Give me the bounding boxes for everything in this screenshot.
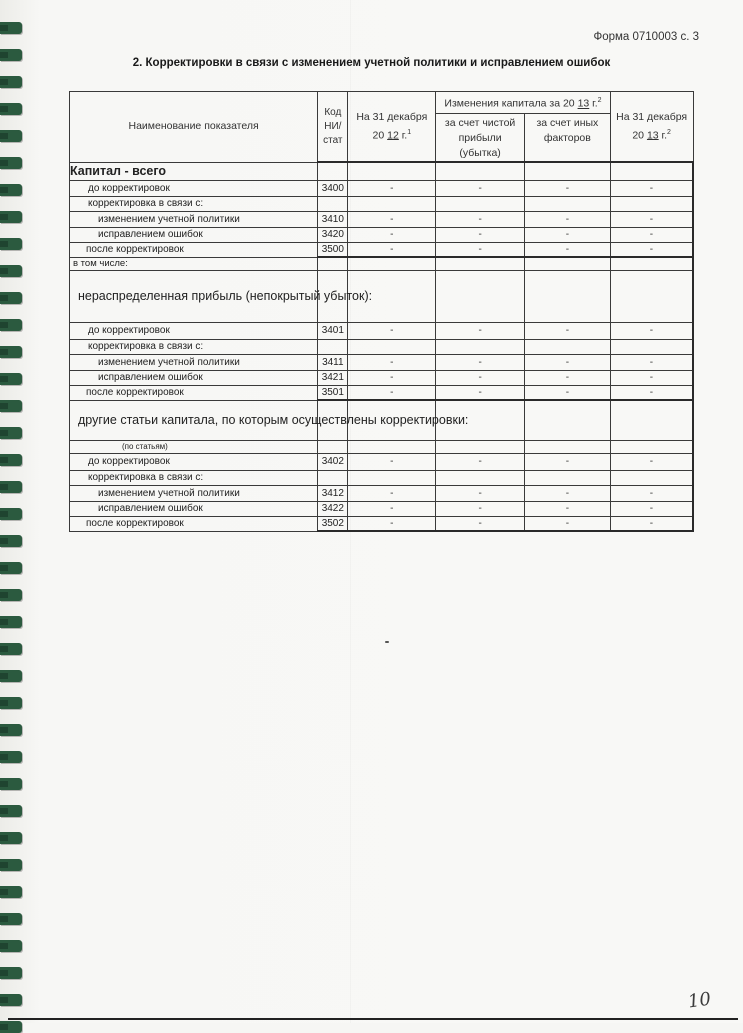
row-value: - — [436, 211, 525, 227]
binding-ring — [0, 130, 22, 142]
row-value — [610, 196, 693, 211]
row-label: Капитал - всего — [70, 162, 318, 180]
row-value — [525, 257, 611, 270]
row-value: - — [348, 322, 436, 339]
row-value: - — [525, 385, 611, 400]
table-row — [70, 485, 694, 501]
row-label: корректировка в связи с: — [70, 470, 318, 485]
row-value: - — [348, 385, 436, 400]
row-code: 3501 — [318, 385, 348, 400]
header-changes: Изменения капитала за 20 13 г.$^2$ — [436, 92, 611, 114]
table-row — [70, 354, 694, 370]
row-value — [436, 257, 525, 270]
binding-ring — [0, 481, 22, 493]
binding-ring — [0, 157, 22, 169]
table-row — [70, 501, 694, 516]
binding-ring — [0, 454, 22, 466]
table-row — [70, 385, 694, 400]
header-start-date: На 31 декабря 20 12 г.$^1$ — [348, 92, 436, 163]
row-code: 3400 — [318, 180, 348, 196]
binding-ring — [0, 697, 22, 709]
row-label: корректировка в связи с: — [70, 339, 318, 354]
row-value: - — [525, 211, 611, 227]
table-row — [70, 370, 694, 385]
row-value: - — [610, 242, 693, 257]
table-row — [70, 322, 694, 339]
row-code — [318, 440, 348, 453]
row-value — [525, 339, 611, 354]
row-value: - — [348, 370, 436, 385]
table-row — [70, 470, 694, 485]
row-code: 3502 — [318, 516, 348, 531]
row-value — [436, 440, 525, 453]
table-row — [70, 211, 694, 227]
row-label: (по статьям) — [70, 440, 318, 453]
binding-ring — [0, 913, 22, 925]
row-value: - — [348, 211, 436, 227]
binding-ring — [0, 427, 22, 439]
table-row — [70, 339, 694, 354]
row-value: - — [348, 453, 436, 470]
row-value: - — [436, 227, 525, 242]
row-value: - — [525, 453, 611, 470]
row-label: после корректировок — [70, 385, 318, 400]
row-value: - — [436, 385, 525, 400]
binding-ring — [0, 265, 22, 277]
row-value — [610, 257, 693, 270]
row-label: исправлением ошибок — [70, 501, 318, 516]
row-label: другие статьи капитала, по которым осуществлены корректировки: — [70, 400, 318, 440]
row-value: - — [610, 227, 693, 242]
row-code — [318, 257, 348, 270]
row-label: до корректировок — [70, 322, 318, 339]
page-number: 10 — [686, 988, 713, 1013]
binding-ring — [0, 670, 22, 682]
binding-ring — [0, 238, 22, 250]
row-value — [525, 162, 611, 180]
table-row — [70, 270, 694, 322]
row-value: - — [610, 354, 693, 370]
binding-ring — [0, 994, 22, 1006]
row-code: 3420 — [318, 227, 348, 242]
spiral-binding — [0, 0, 28, 1023]
header-name: Наименование показателя — [70, 92, 318, 163]
binding-ring — [0, 346, 22, 358]
row-value: - — [436, 453, 525, 470]
binding-ring — [0, 184, 22, 196]
row-value — [348, 162, 436, 180]
row-value: - — [348, 242, 436, 257]
row-label: изменением учетной политики — [70, 354, 318, 370]
row-value: - — [610, 385, 693, 400]
table-row — [70, 516, 694, 531]
binding-ring — [0, 292, 22, 304]
row-value: - — [348, 501, 436, 516]
binding-ring — [0, 778, 22, 790]
table-row — [70, 180, 694, 196]
binding-ring — [0, 805, 22, 817]
row-value — [436, 270, 525, 322]
row-value: - — [610, 485, 693, 501]
table-row — [70, 440, 694, 453]
row-value: - — [525, 370, 611, 385]
row-value — [525, 400, 611, 440]
row-code: 3412 — [318, 485, 348, 501]
binding-ring — [0, 373, 22, 385]
row-value — [348, 196, 436, 211]
row-value: - — [610, 453, 693, 470]
row-label: исправлением ошибок — [70, 227, 318, 242]
row-value: - — [436, 242, 525, 257]
row-code — [318, 470, 348, 485]
row-value: - — [525, 485, 611, 501]
table-row — [70, 257, 694, 270]
row-code — [318, 162, 348, 180]
binding-ring — [0, 76, 22, 88]
row-value — [525, 470, 611, 485]
row-value: - — [525, 242, 611, 257]
row-label: после корректировок — [70, 516, 318, 531]
header-other-factors: за счет иных факторов — [525, 114, 611, 163]
page-edge — [8, 1018, 738, 1020]
row-value: - — [348, 180, 436, 196]
table-row — [70, 162, 694, 180]
row-value — [525, 440, 611, 453]
row-value: - — [348, 354, 436, 370]
row-value: - — [610, 370, 693, 385]
row-code: 3422 — [318, 501, 348, 516]
binding-ring — [0, 859, 22, 871]
row-value: - — [436, 485, 525, 501]
binding-ring — [0, 508, 22, 520]
row-value — [610, 400, 693, 440]
row-value: - — [525, 516, 611, 531]
scan-speck — [385, 641, 389, 643]
form-code: Форма 0710003 с. 3 — [593, 31, 699, 43]
header-code: Код НИ/ стат — [318, 92, 348, 163]
row-label: после корректировок — [70, 242, 318, 257]
row-label: в том числе: — [70, 257, 318, 270]
row-label: изменением учетной политики — [70, 211, 318, 227]
binding-ring — [0, 319, 22, 331]
binding-ring — [0, 616, 22, 628]
row-value — [610, 339, 693, 354]
row-value: - — [525, 354, 611, 370]
row-value — [348, 257, 436, 270]
binding-ring — [0, 400, 22, 412]
row-value: - — [610, 501, 693, 516]
row-value: - — [348, 516, 436, 531]
row-value — [610, 470, 693, 485]
binding-ring — [0, 886, 22, 898]
row-value: - — [525, 180, 611, 196]
row-value: - — [610, 180, 693, 196]
row-label: до корректировок — [70, 453, 318, 470]
row-value — [610, 440, 693, 453]
table-row — [70, 227, 694, 242]
binding-ring — [0, 967, 22, 979]
row-value — [436, 339, 525, 354]
row-value: - — [348, 485, 436, 501]
row-value: - — [525, 322, 611, 339]
binding-ring — [0, 22, 22, 34]
row-code — [318, 339, 348, 354]
row-value — [610, 162, 693, 180]
row-value: - — [610, 516, 693, 531]
row-code: 3421 — [318, 370, 348, 385]
binding-ring — [0, 589, 22, 601]
row-code: 3500 — [318, 242, 348, 257]
header-end-date: На 31 декабря 20 13 г.$^2$ — [610, 92, 693, 163]
section-title: 2. Корректировки в связи с изменением учетной политики и исправлением ошибок — [132, 57, 611, 69]
row-value: - — [436, 354, 525, 370]
row-code — [318, 196, 348, 211]
row-value: - — [610, 322, 693, 339]
row-value — [348, 470, 436, 485]
binding-ring — [0, 535, 22, 547]
row-value — [436, 162, 525, 180]
table-row — [70, 196, 694, 211]
header-net-profit: за счет чистой прибыли (убытка) — [436, 114, 525, 163]
table-row — [70, 453, 694, 470]
binding-ring — [0, 940, 22, 952]
row-label: до корректировок — [70, 180, 318, 196]
row-code: 3402 — [318, 453, 348, 470]
binding-ring — [0, 724, 22, 736]
row-value: - — [348, 227, 436, 242]
row-value: - — [436, 322, 525, 339]
corrections-table — [69, 91, 694, 532]
row-value: - — [610, 211, 693, 227]
row-value — [348, 339, 436, 354]
row-label: нераспределенная прибыль (непокрытый убыток): — [70, 270, 318, 322]
row-value — [610, 270, 693, 322]
row-label: изменением учетной политики — [70, 485, 318, 501]
row-value: - — [436, 516, 525, 531]
row-label: корректировка в связи с: — [70, 196, 318, 211]
binding-ring — [0, 103, 22, 115]
row-value: - — [436, 180, 525, 196]
row-value — [436, 196, 525, 211]
row-value — [436, 470, 525, 485]
row-code: 3401 — [318, 322, 348, 339]
table-row — [70, 400, 694, 440]
binding-ring — [0, 751, 22, 763]
row-value — [525, 196, 611, 211]
row-label: исправлением ошибок — [70, 370, 318, 385]
row-value: - — [436, 501, 525, 516]
binding-ring — [0, 562, 22, 574]
row-value: - — [436, 370, 525, 385]
binding-ring — [0, 643, 22, 655]
table-row — [70, 242, 694, 257]
row-code: 3411 — [318, 354, 348, 370]
binding-ring — [0, 211, 22, 223]
row-value: - — [525, 227, 611, 242]
binding-ring — [0, 832, 22, 844]
row-code: 3410 — [318, 211, 348, 227]
row-value — [348, 440, 436, 453]
row-value: - — [525, 501, 611, 516]
row-value — [525, 270, 611, 322]
